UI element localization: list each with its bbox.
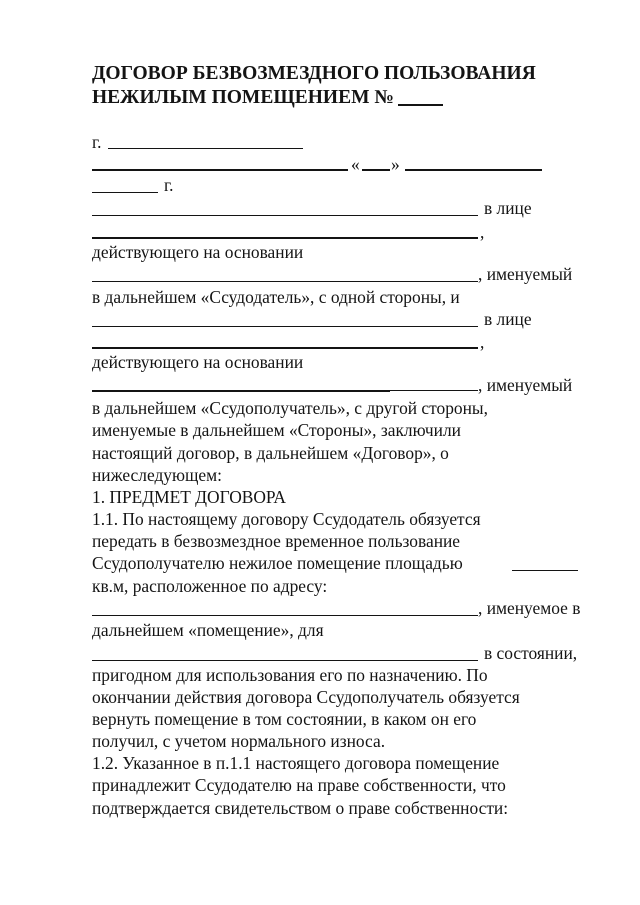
clause-1-1-line-1: 1.1. По настоящему договору Ссудодатель обязуется (92, 509, 481, 529)
clause-1-1-line-2: передать в безвозмездное временное пользование (92, 531, 461, 551)
clause-1-2-line-3: подтверждается свидетельством о праве собственности: (92, 798, 509, 818)
clause-1-2-line-2: принадлежит Ссудодателю на праве собственности, что (92, 775, 506, 795)
parties-line: именуемые в дальнейшем «Стороны», заключили (92, 420, 461, 440)
party2-line: в дальнейшем «Ссудополучатель», с другой стороны, (92, 398, 488, 418)
borrower-in-person: в лице (484, 309, 532, 329)
address-field[interactable] (92, 615, 478, 616)
clause-1-1-line-9: окончании действия договора Ссудополучатель обязуется (92, 687, 520, 707)
clause-1-1-named-premises: , именуемое в (478, 598, 581, 618)
section1-heading: 1. ПРЕДМЕТ ДОГОВОРА (92, 487, 286, 507)
purpose-field[interactable] (92, 660, 478, 661)
party1-line: в дальнейшем «Ссудодатель», с одной стороны, и (92, 287, 460, 307)
clause-1-1-line-8: пригодном для использования его по назначению. По (92, 665, 488, 685)
year-suffix: г. (164, 175, 174, 195)
lender-basis-field[interactable] (92, 281, 478, 282)
title-line-1: ДОГОВОР БЕЗВОЗМЕЗДНОГО ПОЛЬЗОВАНИЯ (92, 63, 536, 84)
lender-representative-field[interactable] (92, 237, 478, 239)
agreement-line: настоящий договор, в дальнейшем «Договор», о (92, 443, 449, 463)
contract-number-field[interactable] (398, 104, 443, 106)
clause-1-1-line-6: дальнейшем «помещение», для (92, 620, 324, 640)
title-line-2: НЕЖИЛЫМ ПОМЕЩЕНИЕМ № (92, 87, 394, 108)
borrower-representative-field[interactable] (92, 347, 478, 349)
lender-name-field[interactable] (92, 215, 478, 216)
clause-1-1-in-condition: в состоянии, (484, 643, 578, 663)
lender-in-person: в лице (484, 198, 532, 218)
date-prefix-field[interactable] (92, 169, 348, 171)
month-field[interactable] (405, 169, 542, 171)
lender-comma: , (480, 222, 485, 242)
clause-1-1-line-11: получил, с учетом нормального износа. (92, 731, 386, 751)
borrower-comma: , (480, 332, 485, 352)
borrower-hereinafter: , именуемый (478, 375, 573, 395)
clause-1-1-line-4: кв.м, расположенное по адресу: (92, 576, 328, 596)
borrower-acting-basis: действующего на основании (92, 352, 304, 372)
borrower-basis-field-extra[interactable] (390, 390, 478, 391)
lender-acting-basis: действующего на основании (92, 242, 304, 262)
clause-1-1-line-3: Ссудополучателю нежилое помещение площадью (92, 553, 463, 573)
clause-1-1-line-10: вернуть помещение в том состоянии, в каком он его (92, 709, 477, 729)
city-field[interactable] (108, 148, 303, 149)
day-field[interactable] (362, 169, 390, 171)
borrower-basis-field[interactable] (92, 390, 390, 392)
date-open-quote: « (351, 154, 360, 174)
area-field[interactable] (512, 570, 578, 571)
year-field[interactable] (92, 192, 158, 193)
lender-hereinafter: , именуемый (478, 264, 573, 284)
date-close-quote: » (391, 154, 400, 174)
following-line: нижеследующем: (92, 465, 222, 485)
city-prefix: г. (92, 132, 102, 152)
borrower-name-field[interactable] (92, 326, 478, 327)
clause-1-2-line-1: 1.2. Указанное в п.1.1 настоящего договора помещение (92, 753, 500, 773)
